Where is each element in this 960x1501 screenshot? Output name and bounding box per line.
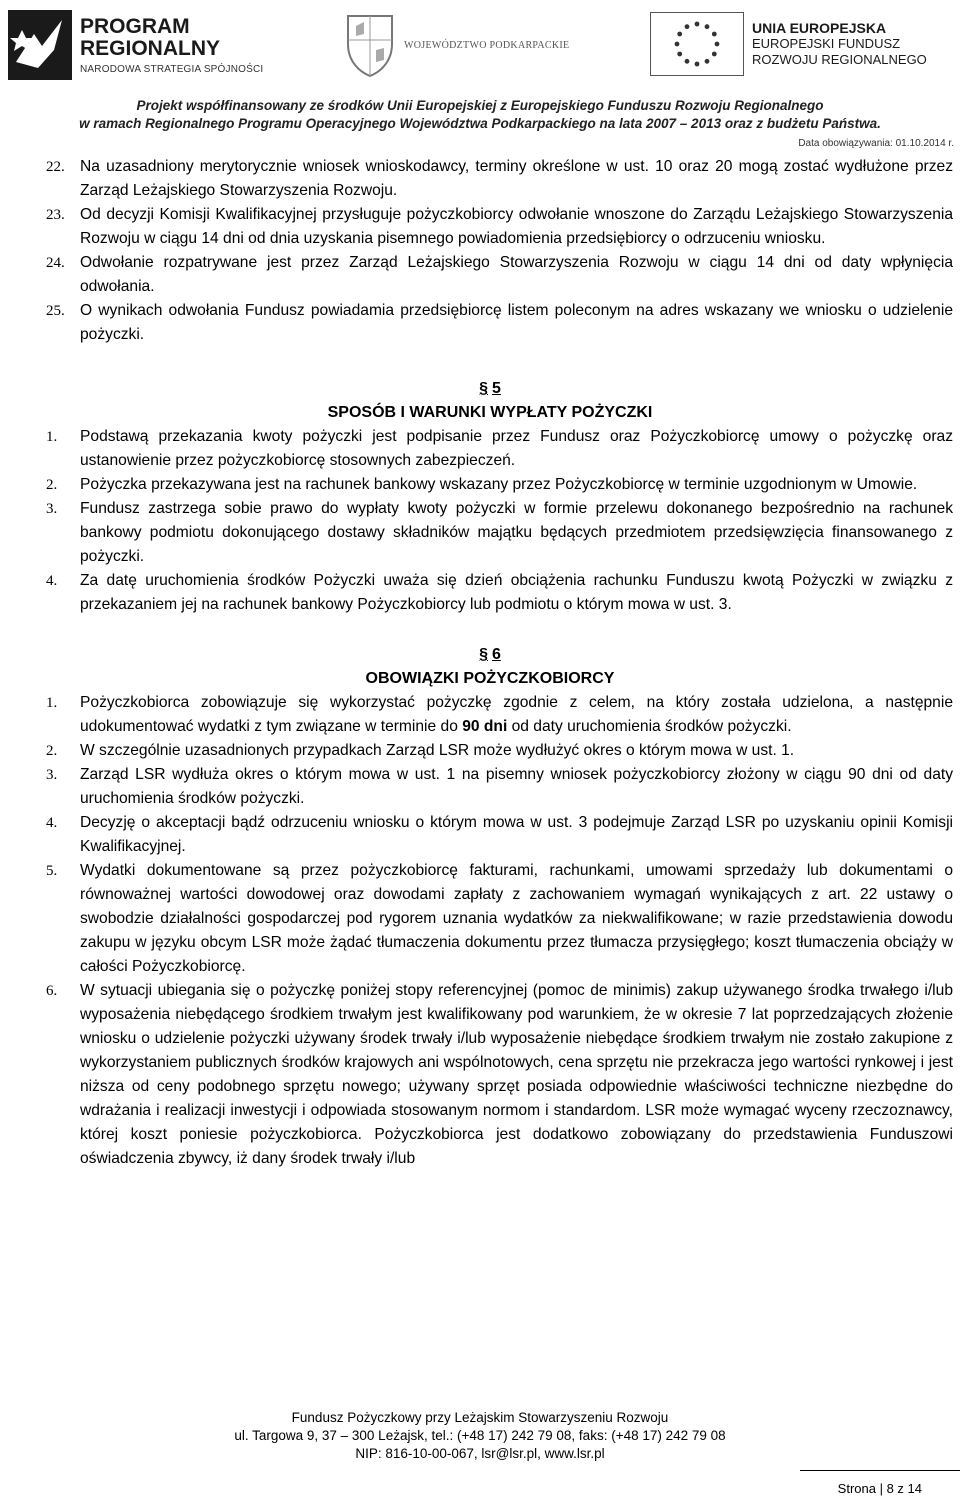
section-number: 6 <box>492 646 501 663</box>
unia-europejska-logo-text <box>752 20 927 68</box>
footer-organization: Fundusz Pożyczkowy przy Leżajskim Stowarzyszeniu Rozwoju <box>291 1410 669 1425</box>
list-item <box>0 473 960 497</box>
list-item <box>0 691 960 739</box>
list-item-number: 22. <box>46 159 65 175</box>
list-item-text: Wydatki dokumentowane są przez pożyczkobiorcę fakturami, rachunkami, umowami sprzedaży lub dokumentami o równoważnej wartości dowodowej oraz dowodami zapłaty z zachowaniem wymagań wynikających z art. 22 ustawy o swobodzie działalności gospodarczej pod rygorem uznania wydatków za niekwalifikowane; w razie przedstawienia dowodu zakupu w języku obcym LSR może żądać tłumaczenia dokumentu przez tłumacza przysięgłego; koszt tłumaczenia obciąży w całości Pożyczkobiorcę. <box>80 862 953 975</box>
page-footer <box>0 1409 960 1463</box>
eu-logo-line1: UNIA EUROPEJSKA <box>752 20 887 36</box>
program-logo-line2: REGIONALNY <box>80 37 221 60</box>
spacer <box>0 617 960 643</box>
list-item-number: 3. <box>46 767 58 783</box>
validity-date: Data obowiązywania: 01.10.2014 r. <box>798 138 954 149</box>
section-symbol: § <box>479 646 488 663</box>
list-item <box>0 203 960 251</box>
page-number: Strona | 8 z 14 <box>837 1481 922 1496</box>
list-item-text: Decyzję o akceptacji bądź odrzuceniu wniosku o którym mowa w ust. 3 podejmuje Zarząd LSR po uzyskaniu opinii Komisji Kwalifikacyjnej. <box>80 814 953 855</box>
section-5-heading <box>0 377 960 425</box>
section-5-title: SPOSÓB I WARUNKI WYPŁATY POŻYCZKI <box>327 404 653 421</box>
section-number: 5 <box>492 380 501 397</box>
project-cofinancing-line2: w ramach Regionalnego Programu Operacyjnego Województwa Podkarpackiego na lata 2007 – 2013 oraz z budżetu Państwa. <box>79 116 881 131</box>
list-item-number: 4. <box>46 573 58 589</box>
list-item-text: Za datę uruchomienia środków Pożyczki uważa się dzień obciążenia rachunku Funduszu kwotą Pożyczki w związku z przekazaniem jej na rachunek bankowy Pożyczkobiorcy lub podmiotu o którym mowa w ust. 3. <box>80 572 953 613</box>
list-item <box>0 425 960 473</box>
list-item-text: W szczególnie uzasadnionych przypadkach Zarząd LSR może wydłużyć okres o którym mowa w ust. 1. <box>80 742 795 759</box>
footer-contact: NIP: 816-10-00-067, lsr@lsr.pl, www.lsr.pl <box>355 1446 605 1461</box>
list-item-number: 23. <box>46 207 65 223</box>
list-item-number: 4. <box>46 815 58 831</box>
list-item <box>0 497 960 569</box>
program-regionalny-logo-text <box>80 16 220 60</box>
wojewodztwo-logo-text: WOJEWÓDZTWO PODKARPACKIE <box>404 40 570 51</box>
list-item-number: 24. <box>46 255 65 271</box>
list-item <box>0 155 960 203</box>
list-item-text <box>80 691 953 739</box>
list-item-number: 3. <box>46 501 58 517</box>
spacer <box>0 347 960 377</box>
text-segment: od daty uruchomienia środków pożyczki. <box>507 718 792 735</box>
text-segment-bold: 90 dni <box>462 718 508 735</box>
eu-logo-line3: ROZWOJU REGIONALNEGO <box>752 52 927 67</box>
list-item-text: Fundusz zastrzega sobie prawo do wypłaty kwoty pożyczki w formie przelewu dokonanego bezpośrednio na rachunek bankowy podmiotu dokonującego dostawy składników majątku będących przedmiotem przedsięwzięcia finansowanego z pożyczki. <box>80 500 953 565</box>
list-item-text: Pożyczka przekazywana jest na rachunek bankowy wskazany przez Pożyczkobiorcę w terminie uzgodnionym w Umowie. <box>80 476 918 493</box>
section-6-number <box>20 643 960 667</box>
list-item-number: 2. <box>46 743 58 759</box>
section-5-number <box>20 377 960 401</box>
list-item-number: 2. <box>46 477 58 493</box>
program-logo-subtitle: NARODOWA STRATEGIA SPÓJNOŚCI <box>80 64 264 75</box>
list-item-number: 25. <box>46 303 65 319</box>
section-6-heading <box>0 643 960 691</box>
list-item-number: 1. <box>46 695 58 711</box>
list-item-text: Od decyzji Komisji Kwalifikacyjnej przysługuje pożyczkobiorcy odwołanie wnoszone do Zarządu Leżajskiego Stowarzyszenia Rozwoju w ciągu 14 dni od dnia uzyskania pisemnego powiadomienia przedsiębiorcy o odrzuceniu wniosku. <box>80 206 953 247</box>
wojewodztwo-podkarpackie-logo <box>342 10 582 80</box>
list-item-text: Zarząd LSR wydłuża okres o którym mowa w ust. 1 na pisemny wniosek pożyczkobiorcy złożony w ciągu 90 dni od daty uruchomienia środków pożyczki. <box>80 766 953 807</box>
program-regionalny-logo <box>8 6 268 86</box>
list-item <box>0 251 960 299</box>
eu-logo-line2: EUROPEJSKI FUNDUSZ <box>752 36 901 51</box>
program-logo-line1: PROGRAM <box>80 15 190 38</box>
text-segment: Pożyczkobiorca zobowiązuje się wykorzystać pożyczkę zgodnie z celem, na który została udzielona, a następnie udokumentować wydatki z tym związane w terminie do <box>80 694 953 735</box>
list-item <box>0 811 960 859</box>
project-cofinancing-line1: Projekt współfinansowany ze środków Unii Europejskiej z Europejskiego Funduszu Rozwoju Regionalnego <box>136 98 824 113</box>
list-item-text: W sytuacji ubiegania się o pożyczkę poniżej stopy referencyjnej (pomoc de minimis) zakup używanego środka trwałego i/lub wyposażenia niebędącego środkiem trwałym jest kwalifikowany pod warunkiem, że w okresie 7 lat poprzedzających złożenie wniosku o udzielenie pożyczki używany środek trwały i/lub wyposażenie niebędące środkiem trwałym nie zostało zakupione z wykorzystaniem publicznych środków krajowych ani wspólnotowych, cena sprzętu nie przekracza jego wartości rynkowej i jest niższa od ceny podobnego sprzętu nowego; używany sprzęt posiada odpowiednie właściwości techniczne niezbędne do wdrażania i realizacji inwestycji i odpowiada stosowanym normom i standardom. LSR może wymagać wyceny rzeczoznawcy, której koszt poniesie pożyczkobiorca. Pożyczkobiorca jest dodatkowo zobowiązany do przedstawienia Funduszowi oświadczenia zbywcy, iż dany środek trwały i/lub <box>80 982 953 1167</box>
section-symbol: § <box>479 380 488 397</box>
unia-europejska-logo <box>650 12 950 82</box>
section-6-title: OBOWIĄZKI POŻYCZKOBIORCY <box>365 670 615 687</box>
header-logos <box>0 0 960 95</box>
eu-flag-icon <box>650 12 744 76</box>
program-regionalny-logo-mark-icon <box>8 10 72 80</box>
list-item <box>0 859 960 979</box>
document-body <box>0 155 960 1171</box>
list-item <box>0 979 960 1171</box>
footer-address: ul. Targowa 9, 37 – 300 Leżajsk, tel.: (+48 17) 242 79 08, faks: (+48 17) 242 79 08 <box>234 1428 726 1443</box>
footer-divider <box>800 1470 960 1471</box>
list-item-number: 6. <box>46 983 58 999</box>
list-item <box>0 763 960 811</box>
list-item-text: Odwołanie rozpatrywane jest przez Zarząd Leżajskiego Stowarzyszenia Rozwoju w ciągu 14 dni od daty wpłynięcia odwołania. <box>80 254 953 295</box>
list-item-text: O wynikach odwołania Fundusz powiadamia przedsiębiorcę listem poleconym na adres wskazany we wniosku o udzielenie pożyczki. <box>80 302 953 343</box>
list-item-number: 5. <box>46 863 58 879</box>
list-item <box>0 299 960 347</box>
list-item-text: Podstawą przekazania kwoty pożyczki jest podpisanie przez Fundusz oraz Pożyczkobiorcę umowy o pożyczkę oraz ustanowienie przez pożyczkobiorcę stosownych zabezpieczeń. <box>80 428 953 469</box>
list-item-number: 1. <box>46 429 58 445</box>
coat-of-arms-icon <box>342 10 398 80</box>
list-item <box>0 569 960 617</box>
list-item-text: Na uzasadniony merytorycznie wniosek wnioskodawcy, terminy określone w ust. 10 oraz 20 mogą zostać wydłużone przez Zarząd Leżajskiego Stowarzyszenia Rozwoju. <box>80 158 953 199</box>
list-item <box>0 739 960 763</box>
